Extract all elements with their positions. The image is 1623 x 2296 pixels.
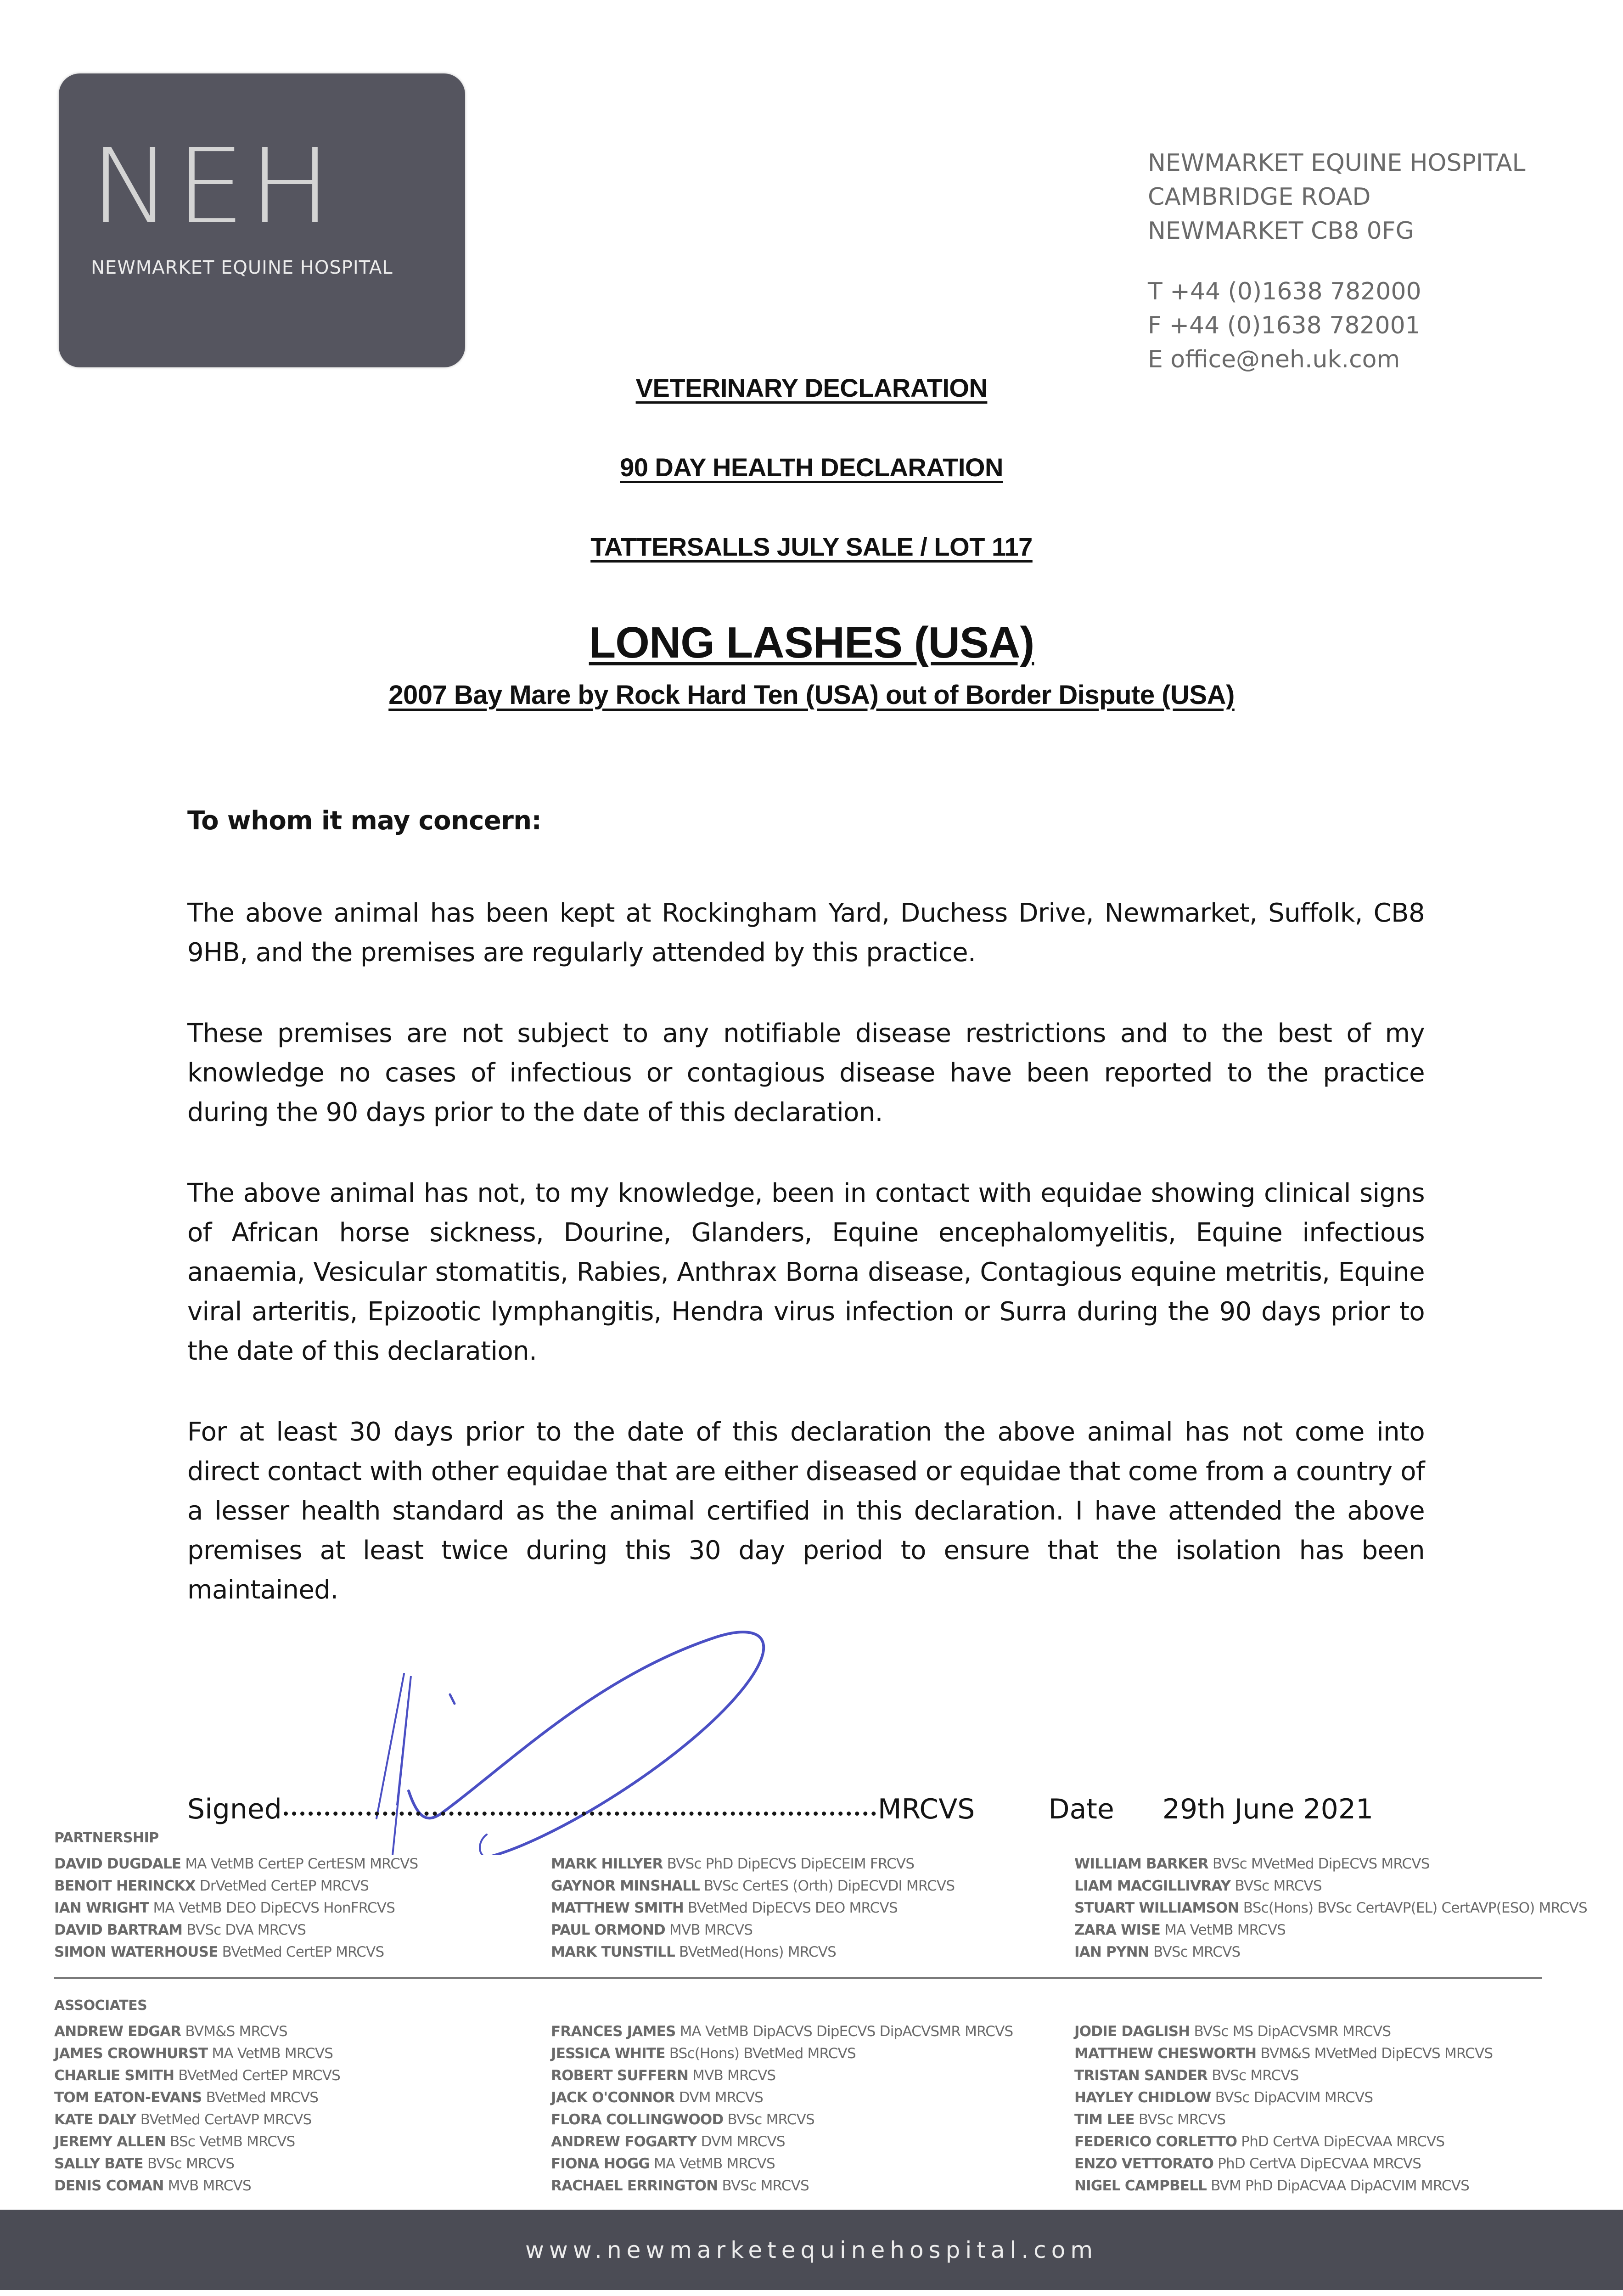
staff-entry: HAYLEY CHIDLOW BVSc DipACVIM MRCVS xyxy=(1074,2089,1373,2106)
staff-entry: IAN PYNN BVSc MRCVS xyxy=(1074,1944,1241,1960)
staff-entry: JAMES CROWHURST MA VetMB MRCVS xyxy=(54,2045,333,2062)
staff-entry: IAN WRIGHT MA VetMB DEO DipECVS HonFRCVS xyxy=(54,1900,395,1916)
paragraph-diseases: The above animal has not, to my knowledge, been in contact with equidae showing clinical signs of African horse sickness, Dourine, Glanders, Equine encephalomyelitis, Equine infectious anaemia, Vesicular stomatitis, Rabies, Anthrax Borna disease, Contagious equine metritis, Equine viral arteritis, Epizootic lymphangitis, Hendra virus infection or Surra during the 90 days prior to the date of this declaration. xyxy=(187,1178,1425,1366)
address-line: NEWMARKET CB8 0FG xyxy=(1148,217,1414,245)
telephone: T +44 (0)1638 782000 xyxy=(1148,278,1421,305)
declaration-type-row xyxy=(0,452,1623,482)
staff-entry: JEREMY ALLEN BSc VetMB MRCVS xyxy=(54,2133,295,2150)
staff-entry: SALLY BATE BVSc MRCVS xyxy=(54,2155,235,2172)
staff-entry: JACK O'CONNOR DVM MRCVS xyxy=(551,2089,764,2106)
horse-name: LONG LASHES (USA) xyxy=(589,618,1034,667)
fax: F +44 (0)1638 782001 xyxy=(1148,312,1421,339)
staff-entry: TRISTAN SANDER BVSc MRCVS xyxy=(1074,2067,1299,2084)
section-divider xyxy=(54,1977,1542,1979)
associates-heading: ASSOCIATES xyxy=(54,1998,147,2014)
address-block xyxy=(1148,146,1525,377)
logo-mark: NEH xyxy=(90,127,335,247)
staff-entry: LIAM MACGILLIVRAY BVSc MRCVS xyxy=(1074,1878,1322,1894)
website-link[interactable]: www.newmarketequinehospital.com xyxy=(525,2236,1098,2263)
partnership-heading: PARTNERSHIP xyxy=(54,1830,159,1846)
sale-lot: TATTERSALLS JULY SALE / LOT 117 xyxy=(590,532,1033,561)
staff-entry: PAUL ORMOND MVB MRCVS xyxy=(551,1922,753,1938)
staff-entry: NIGEL CAMPBELL BVM PhD DipACVAA DipACVIM MRCVS xyxy=(1074,2178,1470,2194)
staff-entry: DAVID BARTRAM BVSc DVA MRCVS xyxy=(54,1922,306,1938)
associates-column-2 xyxy=(551,2020,1013,2197)
staff-entry: MARK TUNSTILL BVetMed(Hons) MRCVS xyxy=(551,1944,836,1960)
staff-entry: FIONA HOGG MA VetMB MRCVS xyxy=(551,2155,775,2172)
partnership-column-2 xyxy=(551,1853,955,1963)
pedigree-row xyxy=(0,680,1623,710)
staff-entry: SIMON WATERHOUSE BVetMed CertEP MRCVS xyxy=(54,1944,384,1960)
signature-row xyxy=(187,1793,1373,1825)
email-link[interactable]: E office@neh.uk.com xyxy=(1148,346,1400,373)
staff-entry: ANDREW EDGAR BVM&S MRCVS xyxy=(54,2023,287,2040)
declaration-body xyxy=(187,801,1425,1651)
footer-bar xyxy=(0,2210,1623,2290)
associates-column-1 xyxy=(54,2020,340,2197)
date-label: Date xyxy=(1048,1793,1114,1825)
date-value: 29th June 2021 xyxy=(1162,1793,1374,1825)
horse-name-row xyxy=(0,618,1623,668)
salutation: To whom it may concern: xyxy=(187,806,542,836)
staff-entry: DAVID DUGDALE MA VetMB CertEP CertESM MRCVS xyxy=(54,1856,418,1872)
paragraph-isolation: For at least 30 days prior to the date of this declaration the above animal has not come into direct contact with other equidae that are either diseased or equidae that come from a country of a lesser health standard as the animal certified in this declaration. I have attended the above premises at least twice during this 30 day period to ensure that the isolation has been maintained. xyxy=(187,1417,1425,1605)
document-title: VETERINARY DECLARATION xyxy=(635,373,988,402)
staff-entry: RACHAEL ERRINGTON BVSc MRCVS xyxy=(551,2178,809,2194)
declaration-type: 90 DAY HEALTH DECLARATION xyxy=(620,453,1003,482)
sale-lot-row xyxy=(0,532,1623,562)
staff-entry: ROBERT SUFFERN MVB MRCVS xyxy=(551,2067,776,2084)
staff-entry: MATTHEW CHESWORTH BVM&S MVetMed DipECVS MRCVS xyxy=(1074,2045,1493,2062)
staff-entry: BENOIT HERINCKX DrVetMed CertEP MRCVS xyxy=(54,1878,369,1894)
staff-entry: CHARLIE SMITH BVetMed CertEP MRCVS xyxy=(54,2067,340,2084)
staff-entry: STUART WILLIAMSON BSc(Hons) BVSc CertAVP(EL) CertAVP(ESO) MRCVS xyxy=(1074,1900,1587,1916)
staff-entry: KATE DALY BVetMed CertAVP MRCVS xyxy=(54,2111,312,2128)
paragraph-restrictions: These premises are not subject to any notifiable disease restrictions and to the best of my knowledge no cases of infectious or contagious disease have been reported to the practice during the 90 days prior to the date of this declaration. xyxy=(187,1019,1425,1127)
logo-subtitle: NEWMARKET EQUINE HOSPITAL xyxy=(91,257,393,278)
signed-label: Signed xyxy=(187,1793,282,1825)
staff-entry: ZARA WISE MA VetMB MRCVS xyxy=(1074,1922,1286,1938)
staff-entry: FRANCES JAMES MA VetMB DipACVS DipECVS DipACVSMR MRCVS xyxy=(551,2023,1013,2040)
staff-entry: FEDERICO CORLETTO PhD CertVA DipECVAA MRCVS xyxy=(1074,2133,1445,2150)
staff-entry: FLORA COLLINGWOOD BVSc MRCVS xyxy=(551,2111,814,2128)
signature-suffix: MRCVS xyxy=(877,1793,975,1825)
staff-entry: MARK HILLYER BVSc PhD DipECVS DipECEIM FRCVS xyxy=(551,1856,915,1872)
address-line: CAMBRIDGE ROAD xyxy=(1148,183,1371,211)
hospital-logo xyxy=(59,73,465,367)
document-title-row xyxy=(0,373,1623,403)
paragraph-premises: The above animal has been kept at Rockingham Yard, Duchess Drive, Newmarket, Suffolk, CB8 9HB, and the premises are regularly attended by this practice. xyxy=(187,898,1425,968)
staff-entry: WILLIAM BARKER BVSc MVetMed DipECVS MRCVS xyxy=(1074,1856,1430,1872)
staff-entry: TIM LEE BVSc MRCVS xyxy=(1074,2111,1226,2128)
partnership-column-1 xyxy=(54,1853,418,1963)
associates-column-3 xyxy=(1074,2020,1493,2197)
signature-line xyxy=(284,1812,876,1816)
pedigree: 2007 Bay Mare by Rock Hard Ten (USA) out of Border Dispute (USA) xyxy=(388,680,1235,710)
staff-entry: MATTHEW SMITH BVetMed DipECVS DEO MRCVS xyxy=(551,1900,898,1916)
address-line: NEWMARKET EQUINE HOSPITAL xyxy=(1148,149,1526,177)
staff-entry: DENIS COMAN MVB MRCVS xyxy=(54,2178,251,2194)
staff-entry: JESSICA WHITE BSc(Hons) BVetMed MRCVS xyxy=(551,2045,856,2062)
staff-entry: GAYNOR MINSHALL BVSc CertES (Orth) DipECVDI MRCVS xyxy=(551,1878,955,1894)
staff-entry: TOM EATON-EVANS BVetMed MRCVS xyxy=(54,2089,319,2106)
staff-entry: ENZO VETTORATO PhD CertVA DipECVAA MRCVS xyxy=(1074,2155,1421,2172)
staff-entry: ANDREW FOGARTY DVM MRCVS xyxy=(551,2133,785,2150)
staff-entry: JODIE DAGLISH BVSc MS DipACVSMR MRCVS xyxy=(1074,2023,1391,2040)
partnership-column-3 xyxy=(1074,1853,1587,1963)
